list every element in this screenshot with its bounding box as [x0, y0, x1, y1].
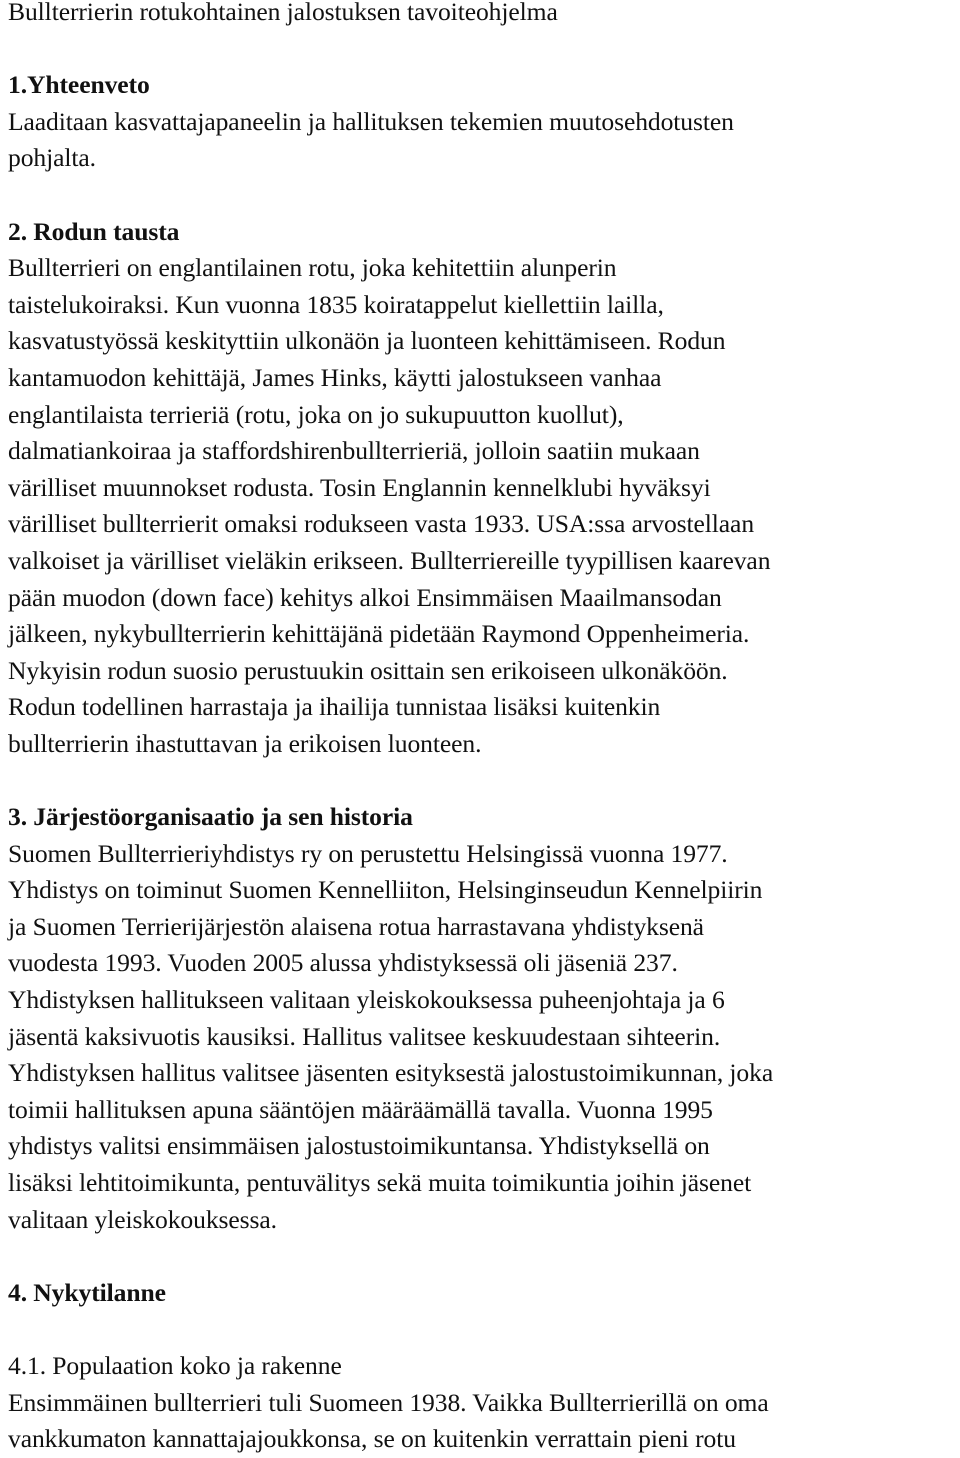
- section-line: jäsentä kaksivuotis kausiksi. Hallitus valitsee keskuudestaan sihteerin.: [8, 1021, 721, 1051]
- section-line: Laaditaan kasvattajapaneelin ja hallituksen tekemien muutosehdotusten: [8, 106, 734, 136]
- section-line: valkoiset ja värilliset vieläkin erikseen. Bullterriereille tyypillisen kaarevan: [8, 545, 771, 575]
- section-line: Yhdistyksen hallitus valitsee jäsenten esityksestä jalostustoimikunnan, joka: [8, 1058, 774, 1088]
- section-line: jälkeen, nykybullterrierin kehittäjänä pidetään Raymond Oppenheimeria.: [8, 619, 750, 649]
- section-line: ja Suomen Terrierijärjestön alaisena rotua harrastavana yhdistyksenä: [8, 911, 704, 941]
- section-line: Suomen Bullterrieriyhdistys ry on perustettu Helsingissä vuonna 1977.: [8, 838, 728, 868]
- section-line: Bullterrieri on englantilainen rotu, joka kehitettiin alunperin: [8, 253, 617, 283]
- paragraph-gap: [8, 1238, 958, 1275]
- section-line: taistelukoiraksi. Kun vuonna 1835 koiratappelut kiellettiin lailla,: [8, 289, 664, 319]
- section-line: Yhdistys on toiminut Suomen Kennelliiton, Helsinginseudun Kennelpiirin: [8, 875, 763, 905]
- section-line: vankkumaton kannattajajoukkonsa, se on kuitenkin verrattain pieni rotu: [8, 1424, 736, 1454]
- section-line: kasvatustyössä keskityttiin ulkonäön ja luonteen kehittämiseen. Rodun: [8, 326, 726, 356]
- section-line: pohjalta.: [8, 143, 96, 173]
- section-heading-yhteenveto: 1.Yhteenveto: [8, 70, 150, 100]
- section-line: värilliset muunnokset rodusta. Tosin Englannin kennelklubi hyväksyi: [8, 472, 711, 502]
- document-page: [8, 0, 958, 1458]
- paragraph-gap: [8, 762, 958, 799]
- section-line: toimii hallituksen apuna sääntöjen määräämällä tavalla. Vuonna 1995: [8, 1094, 713, 1124]
- paragraph-gap: [8, 177, 958, 214]
- section-line: englantilaista terrieriä (rotu, joka on jo sukupuutton kuollut),: [8, 399, 624, 429]
- section-line: kantamuodon kehittäjä, James Hinks, käytti jalostukseen vanhaa: [8, 362, 662, 392]
- section-line: yhdistys valitsi ensimmäisen jalostustoimikuntansa. Yhdistyksellä on: [8, 1131, 710, 1161]
- section-heading-rodun-tausta: 2. Rodun tausta: [8, 216, 180, 246]
- section-line: Yhdistyksen hallitukseen valitaan yleiskokouksessa puheenjohtaja ja 6: [8, 985, 725, 1015]
- document-title: Bullterrierin rotukohtainen jalostuksen tavoiteohjelma: [8, 0, 558, 26]
- subsection-heading-populaation-koko: 4.1. Populaation koko ja rakenne: [8, 1350, 342, 1380]
- section-line: Rodun todellinen harrastaja ja ihailija tunnistaa lisäksi kuitenkin: [8, 692, 661, 722]
- section-line: bullterrierin ihastuttavan ja erikoisen luonteen.: [8, 728, 482, 758]
- section-line: värilliset bullterrierit omaksi rodukseen vasta 1933. USA:ssa arvostellaan: [8, 509, 755, 539]
- section-heading-nykytilanne: 4. Nykytilanne: [8, 1277, 166, 1307]
- section-line: Nykyisin rodun suosio perustuukin osittain sen erikoiseen ulkonäköön.: [8, 655, 728, 685]
- section-line: dalmatiankoiraa ja staffordshirenbullterrieriä, jolloin saatiin mukaan: [8, 436, 700, 466]
- section-line: valitaan yleiskokouksessa.: [8, 1204, 277, 1234]
- section-line: pään muodon (down face) kehitys alkoi Ensimmäisen Maailmansodan: [8, 582, 722, 612]
- paragraph-gap: [8, 1311, 958, 1348]
- paragraph-gap: [8, 31, 958, 68]
- section-line: Ensimmäinen bullterrieri tuli Suomeen 1938. Vaikka Bullterrierillä on oma: [8, 1387, 769, 1417]
- section-heading-jarjestoorganisaatio: 3. Järjestöorganisaatio ja sen historia: [8, 802, 413, 832]
- section-line: vuodesta 1993. Vuoden 2005 alussa yhdistyksessä oli jäseniä 237.: [8, 948, 678, 978]
- section-line: lisäksi lehtitoimikunta, pentuvälitys sekä muita toimikuntia joihin jäsenet: [8, 1168, 752, 1197]
